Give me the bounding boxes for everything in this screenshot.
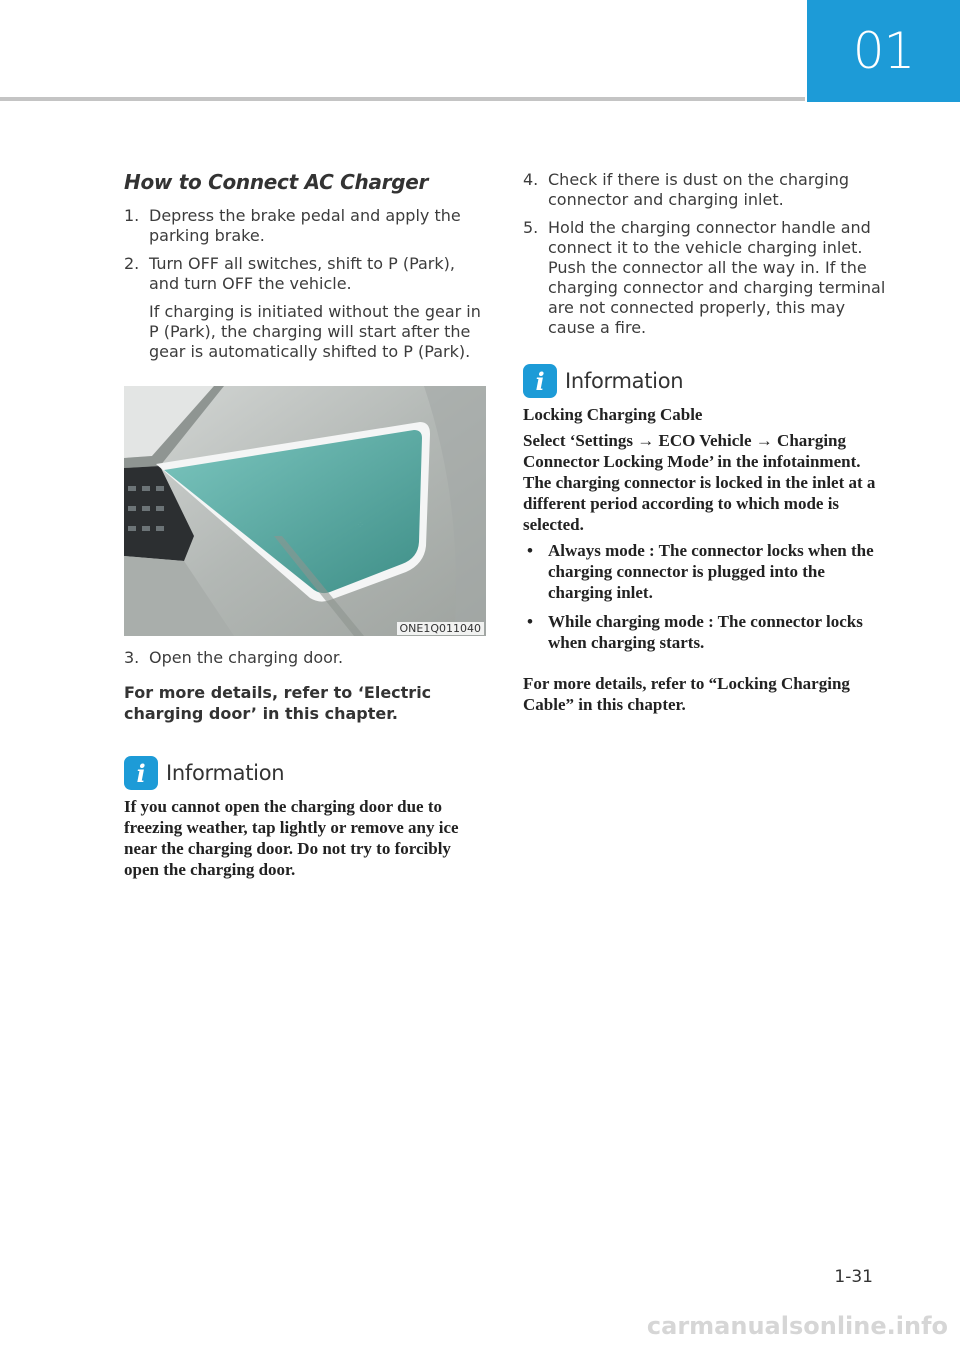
info-bullets xyxy=(523,540,888,653)
page-number: 1-31 xyxy=(834,1267,873,1287)
steps-list-right xyxy=(523,170,888,338)
step-text: Turn OFF all switches, shift to P (Park), and turn OFF the vehicle. xyxy=(149,254,455,293)
bullet-text: While charging mode : The connector locks when charging starts. xyxy=(548,612,863,652)
right-column xyxy=(523,170,888,720)
steps-list-left xyxy=(124,206,490,362)
bullet-dot-icon: • xyxy=(527,612,533,631)
chapter-tab: 01 xyxy=(807,0,960,102)
step-subtext: If charging is initiated without the gear in P (Park), the charging will start after the gear is automatically shifted to P (Park). xyxy=(149,302,481,361)
watermark: carmanualsonline.info xyxy=(646,1312,948,1340)
charging-door-illustration xyxy=(124,386,486,636)
step-3 xyxy=(124,648,490,668)
bullet-item xyxy=(523,611,888,653)
step-2 xyxy=(124,254,490,362)
step-1 xyxy=(124,206,490,246)
step-number: 1. xyxy=(124,206,140,225)
svg-text:⁘: ⁘ xyxy=(356,520,365,531)
bullet-item xyxy=(523,540,888,603)
charging-door-figure xyxy=(124,386,486,636)
figure-code: ONE1Q011040 xyxy=(397,622,485,635)
step-number: 3. xyxy=(124,648,140,667)
step-number: 5. xyxy=(523,218,539,237)
info-box-left xyxy=(124,756,490,880)
info-box-right xyxy=(523,364,888,715)
bullet-dot-icon: • xyxy=(527,541,533,560)
left-column xyxy=(124,170,490,880)
step-number: 4. xyxy=(523,170,539,189)
reference-note: For more details, refer to ‘Electric charging door’ in this chapter. xyxy=(124,683,432,723)
info-title: Information xyxy=(166,761,285,785)
info-header xyxy=(124,756,490,790)
section-title: How to Connect AC Charger xyxy=(124,170,429,194)
info-icon: i xyxy=(124,756,158,790)
step-text: Open the charging door. xyxy=(149,648,344,667)
info-body: If you cannot open the charging door due to freezing weather, tap lightly or remove any ice near the charging door. Do not try to forcibly open the charging door. xyxy=(124,797,459,879)
step-5 xyxy=(523,218,888,338)
step-text: Check if there is dust on the charging connector and charging inlet. xyxy=(548,170,850,209)
step-number: 2. xyxy=(124,254,140,273)
header-rule xyxy=(0,97,805,101)
info-paragraph: Select ‘Settings → ECO Vehicle → Charging Connector Locking Mode’ in the infotainment. The charging connector is locked in the inlet at a different period according to which mode is selected. xyxy=(523,431,876,534)
info-title: Information xyxy=(565,369,684,393)
info-body xyxy=(523,404,888,715)
step-text: Hold the charging connector handle and connect it to the vehicle charging inlet. Push the connector all the way in. If the charging connector and charging terminal are not connected properly, this may cause a fire. xyxy=(548,218,886,337)
step-4 xyxy=(523,170,888,210)
step-text: Depress the brake pedal and apply the parking brake. xyxy=(149,206,461,245)
info-footer: For more details, refer to “Locking Charging Cable” in this chapter. xyxy=(523,674,850,714)
bullet-text: Always mode : The connector locks when the charging connector is plugged into the charging inlet. xyxy=(548,541,874,602)
info-header xyxy=(523,364,888,398)
info-subtitle: Locking Charging Cable xyxy=(523,405,703,424)
info-icon: i xyxy=(523,364,557,398)
